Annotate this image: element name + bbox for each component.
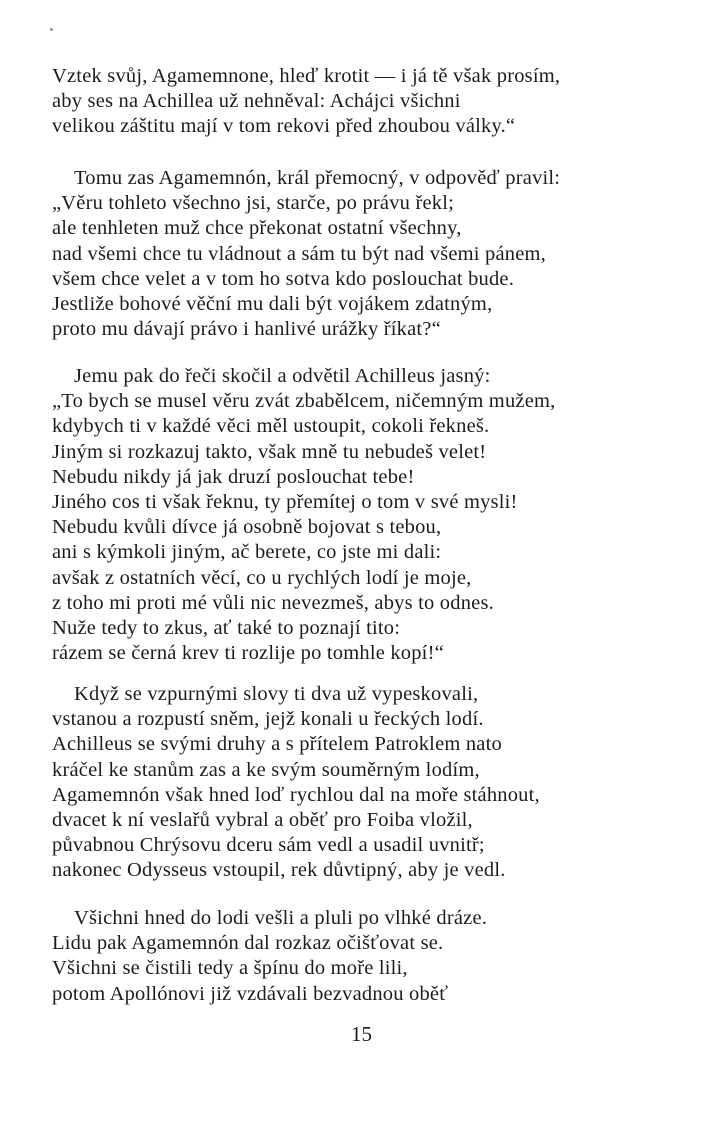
verse-line: půvabnou Chrýsovu dceru sám vedl a usadil uvnitř; [52,834,485,857]
verse-line: „Věru tohleto všechno jsi, starče, po právu řekl; [52,192,455,215]
verse-line: Lidu pak Agamemnón dal rozkaz očišťovat se. [52,932,444,955]
page-number: 15 [351,1022,372,1046]
speck-mark [50,28,53,31]
verse-line: Nebudu nikdy já jak druzí poslouchat tebe! [52,465,415,488]
verse-line: dvacet k ní veslařů vybral a oběť pro Foiba vložil, [52,809,473,831]
verse-line: vstanou a rozpustí sněm, jejž konali u řeckých lodí. [52,708,484,731]
verse-line: Všichni hned do lodi vešli a pluli po vlhké dráze. [74,907,488,929]
verse-line: Nebudu kvůli dívce já osobně bojovat s tebou, [52,516,442,539]
verse-line: nad všemi chce tu vládnout a sám tu být nad všemi pánem, [52,242,546,265]
verse-line: Jestliže bohové věční mu dali být vojákem zdatným, [52,293,493,315]
verse-line: Jiného cos ti však řeknu, ty přemítej o tom v své mysli! [52,491,518,513]
verse-line: všem chce velet a v tom ho sotva kdo poslouchat bude. [52,267,515,290]
verse-line: rázem se černá krev ti rozlije po tomhle kopí!“ [52,642,444,665]
verse-line: avšak z ostatních věcí, co u rychlých lodí je moje, [52,566,472,589]
verse-line: Vztek svůj, Agamemnone, hleď krotit — i já tě však prosím, [52,65,561,87]
verse-line: Achilleus se svými druhy a s přítelem Patroklem nato [52,733,502,756]
verse-line: „To bych se musel věru zvát zbabělcem, ničemným mužem, [52,390,556,413]
verse-line: ani s kýmkoli jiným, ač berete, co jste mi dali: [52,541,442,564]
verse-line: Všichni se čistili tedy a špínu do moře lili, [52,957,408,980]
verse-line: z toho mi proti mé vůli nic nevezmeš, abys to odnes. [52,591,494,614]
verse-line: kráčel ke stanům zas a ke svým souměrným lodím, [52,758,480,781]
verse-line: kdybych ti v každé věci měl ustoupit, cokoli řekneš. [52,415,490,438]
verse-line: Jiným si rozkazuj takto, však mně tu nebudeš velet! [52,440,487,463]
verse-line: Nuže tedy to zkus, ať také to poznají tito: [52,617,401,639]
verse-line: aby ses na Achillea už nehněval: Achájci všichni [52,90,461,113]
verse-line: ale tenhleten muž chce překonat ostatní všechny, [52,217,462,240]
verse-line: potom Apollónovi již vzdávali bezvadnou oběť [52,982,449,1005]
verse-line: Tomu zas Agamemnón, král přemocný, v odpověď pravil: [74,167,561,189]
verse-line: Když se vzpurnými slovy ti dva už vypeskovali, [74,683,479,705]
verse-line: proto mu dávají právo i hanlivé urážky říkat?“ [52,318,441,341]
verse-line: Agamemnón však hned loď rychlou dal na moře stáhnout, [52,783,540,806]
verse-line: nakonec Odysseus vstoupil, rek důvtipný, aby je vedl. [52,859,506,882]
verse-line: velikou záštitu mají v tom rekovi před zhoubou války.“ [52,115,516,138]
verse-line: Jemu pak do řeči skočil a odvětil Achilleus jasný: [74,365,491,387]
